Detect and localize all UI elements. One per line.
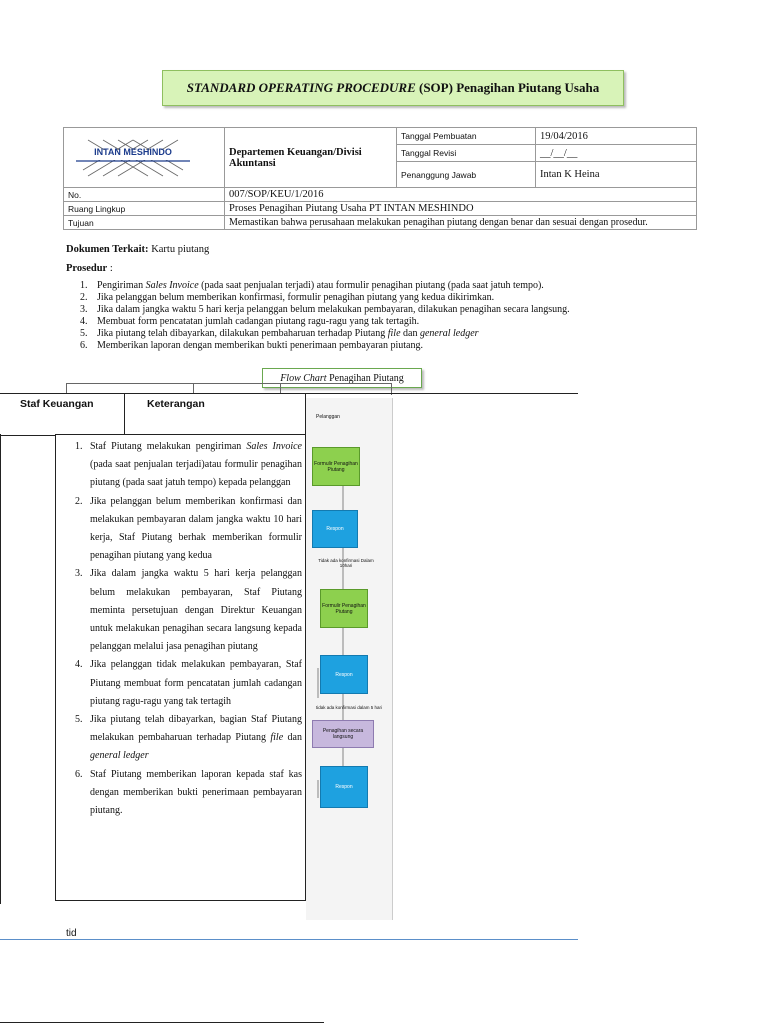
flow-note-1: Tidak ada konfirmasi Dalam 10hari xyxy=(318,558,374,568)
flow-node-formulir-2: Formulir Penagihan Piutang xyxy=(320,589,368,628)
prosedur-label: Prosedur xyxy=(66,263,108,274)
sop-title-italic: STANDARD OPERATING PROCEDURE xyxy=(186,80,416,95)
flow-node-formulir-1: Formulir Penagihan Piutang xyxy=(312,447,360,486)
penanggung-jawab-label: Penanggung Jawab xyxy=(397,162,536,188)
list-item: 4. Membuat form pencatatan jumlah cadangan piutang ragu-ragu yang tak tertagih. xyxy=(80,316,420,327)
prosedur-heading xyxy=(66,263,113,274)
divider xyxy=(280,383,281,393)
flow-node-respon-3: Respon xyxy=(320,766,368,808)
flowchart-panel xyxy=(306,398,393,920)
flow-node-penagihan: Penagihan secara langsung xyxy=(312,720,374,748)
tujuan-label: Tujuan xyxy=(64,216,225,230)
no-label: No. xyxy=(64,188,225,202)
list-item: 2. Jika pelanggan belum memberikan konfirmasi, formulir penagihan piutang yang kedua dikirimkan. xyxy=(80,292,495,303)
flow-chart-title-rest: Penagihan Piutang xyxy=(326,372,404,384)
logo-text: INTAN MESHINDO xyxy=(94,146,172,157)
keterangan-steps xyxy=(60,438,302,820)
list-item: 2. Jika pelanggan belum memberikan konfirmasi dan melakukan pembayaran dalam jangka waktu 10 hari kerja, Staf Piutang berhak memberikan formulir penagihan piutang yang kedua xyxy=(75,495,302,562)
prosedur-list xyxy=(80,280,700,352)
logo-cell xyxy=(64,128,225,188)
ruang-lingkup-value: Proses Penagihan Piutang Usaha PT INTAN MESHINDO xyxy=(225,202,697,216)
flow-note-2: tidak ada konfirmasi dalam 5 hari xyxy=(315,704,383,710)
tanggal-revisi-value: __/__/__ xyxy=(536,145,697,162)
logo-lattice-icon xyxy=(68,136,198,180)
header-table xyxy=(63,127,697,230)
column-staf-keuangan: Staf Keuangan xyxy=(0,394,125,436)
tujuan-value: Memastikan bahwa perusahaan melakukan penagihan piutang dengan benar dan sesuai dengan prosedur. xyxy=(225,216,697,230)
list-item: 5. Jika piutang telah dibayarkan, bagian Staf Piutang melakukan pembaharuan terhadap Piutang file dan general ledger xyxy=(75,714,302,762)
list-item: 1. Staf Piutang melakukan pengiriman Sales Invoice (pada saat penjualan terjadi)atau formulir penagihan piutang (pada saat jatuh tempo) kepada pelanggan xyxy=(75,441,302,489)
ruang-lingkup-label: Ruang Lingkup xyxy=(64,202,225,216)
divider xyxy=(66,383,391,384)
column-keterangan: Keterangan xyxy=(125,394,306,436)
sop-title-rest: (SOP) Penagihan Piutang Usaha xyxy=(415,80,600,95)
penanggung-jawab-value: Intan K Heina xyxy=(536,162,697,188)
divider xyxy=(0,1022,324,1023)
tanggal-revisi-label: Tanggal Revisi xyxy=(397,145,536,162)
flow-chart-title-italic: Flow Chart xyxy=(280,372,327,384)
divider xyxy=(0,434,1,904)
lane-label: Pelanggan xyxy=(316,414,340,420)
divider xyxy=(193,383,194,393)
company-logo xyxy=(68,136,198,180)
flow-node-respon-1: Respon xyxy=(312,510,358,548)
list-item: 3. Jika dalam jangka waktu 5 hari kerja pelanggan belum melakukan pembayaran, dilakukan penagihan secara langsung. xyxy=(80,304,570,315)
list-item: 6. Memberikan laporan dengan memberikan bukti penerimaan pembayaran piutang. xyxy=(80,340,423,351)
tanggal-pembuatan-label: Tanggal Pembuatan xyxy=(397,128,536,145)
dokumen-terkait-label: Dokumen Terkait: xyxy=(66,244,149,255)
column-header-row xyxy=(0,393,306,436)
flow-chart-title xyxy=(262,368,422,388)
dokumen-terkait-value: Kartu piutang xyxy=(148,244,210,255)
list-item: 3. Jika dalam jangka waktu 5 hari kerja pelanggan belum melakukan pembayaran, Staf Piutang meminta persetujuan dengan Direktur Keuangan untuk melakukan penagihan secara langsung kepada pelanggan melalui jasa penagihan piutang xyxy=(75,568,302,653)
divider xyxy=(306,393,578,394)
department-cell: Departemen Keuangan/Divisi Akuntansi xyxy=(225,128,397,188)
sop-title-box xyxy=(162,70,624,106)
dokumen-terkait xyxy=(66,244,209,255)
list-item: 6. Staf Piutang memberikan laporan kepada staf kas dengan memberikan bukti penerimaan pembayaran piutang. xyxy=(75,768,302,817)
prosedur-colon: : xyxy=(107,263,113,274)
no-value: 007/SOP/KEU/1/2016 xyxy=(225,188,697,202)
list-item: 1. Pengiriman Sales Invoice (pada saat penjualan terjadi) atau formulir penagihan piutang (pada saat jatuh tempo). xyxy=(80,280,544,291)
divider xyxy=(0,939,578,940)
flow-node-respon-2: Respon xyxy=(320,655,368,694)
list-item: 5. Jika piutang telah dibayarkan, dilakukan pembaharuan terhadap Piutang file dan general ledger xyxy=(80,328,479,339)
tanggal-pembuatan-value: 19/04/2016 xyxy=(536,128,697,145)
footer-text: tid xyxy=(66,928,77,939)
list-item: 4. Jika pelanggan tidak melakukan pembayaran, Staf Piutang membuat form pencatatan jumlah cadangan piutang ragu-ragu yang tak tertagih xyxy=(75,659,302,707)
divider xyxy=(66,383,67,393)
